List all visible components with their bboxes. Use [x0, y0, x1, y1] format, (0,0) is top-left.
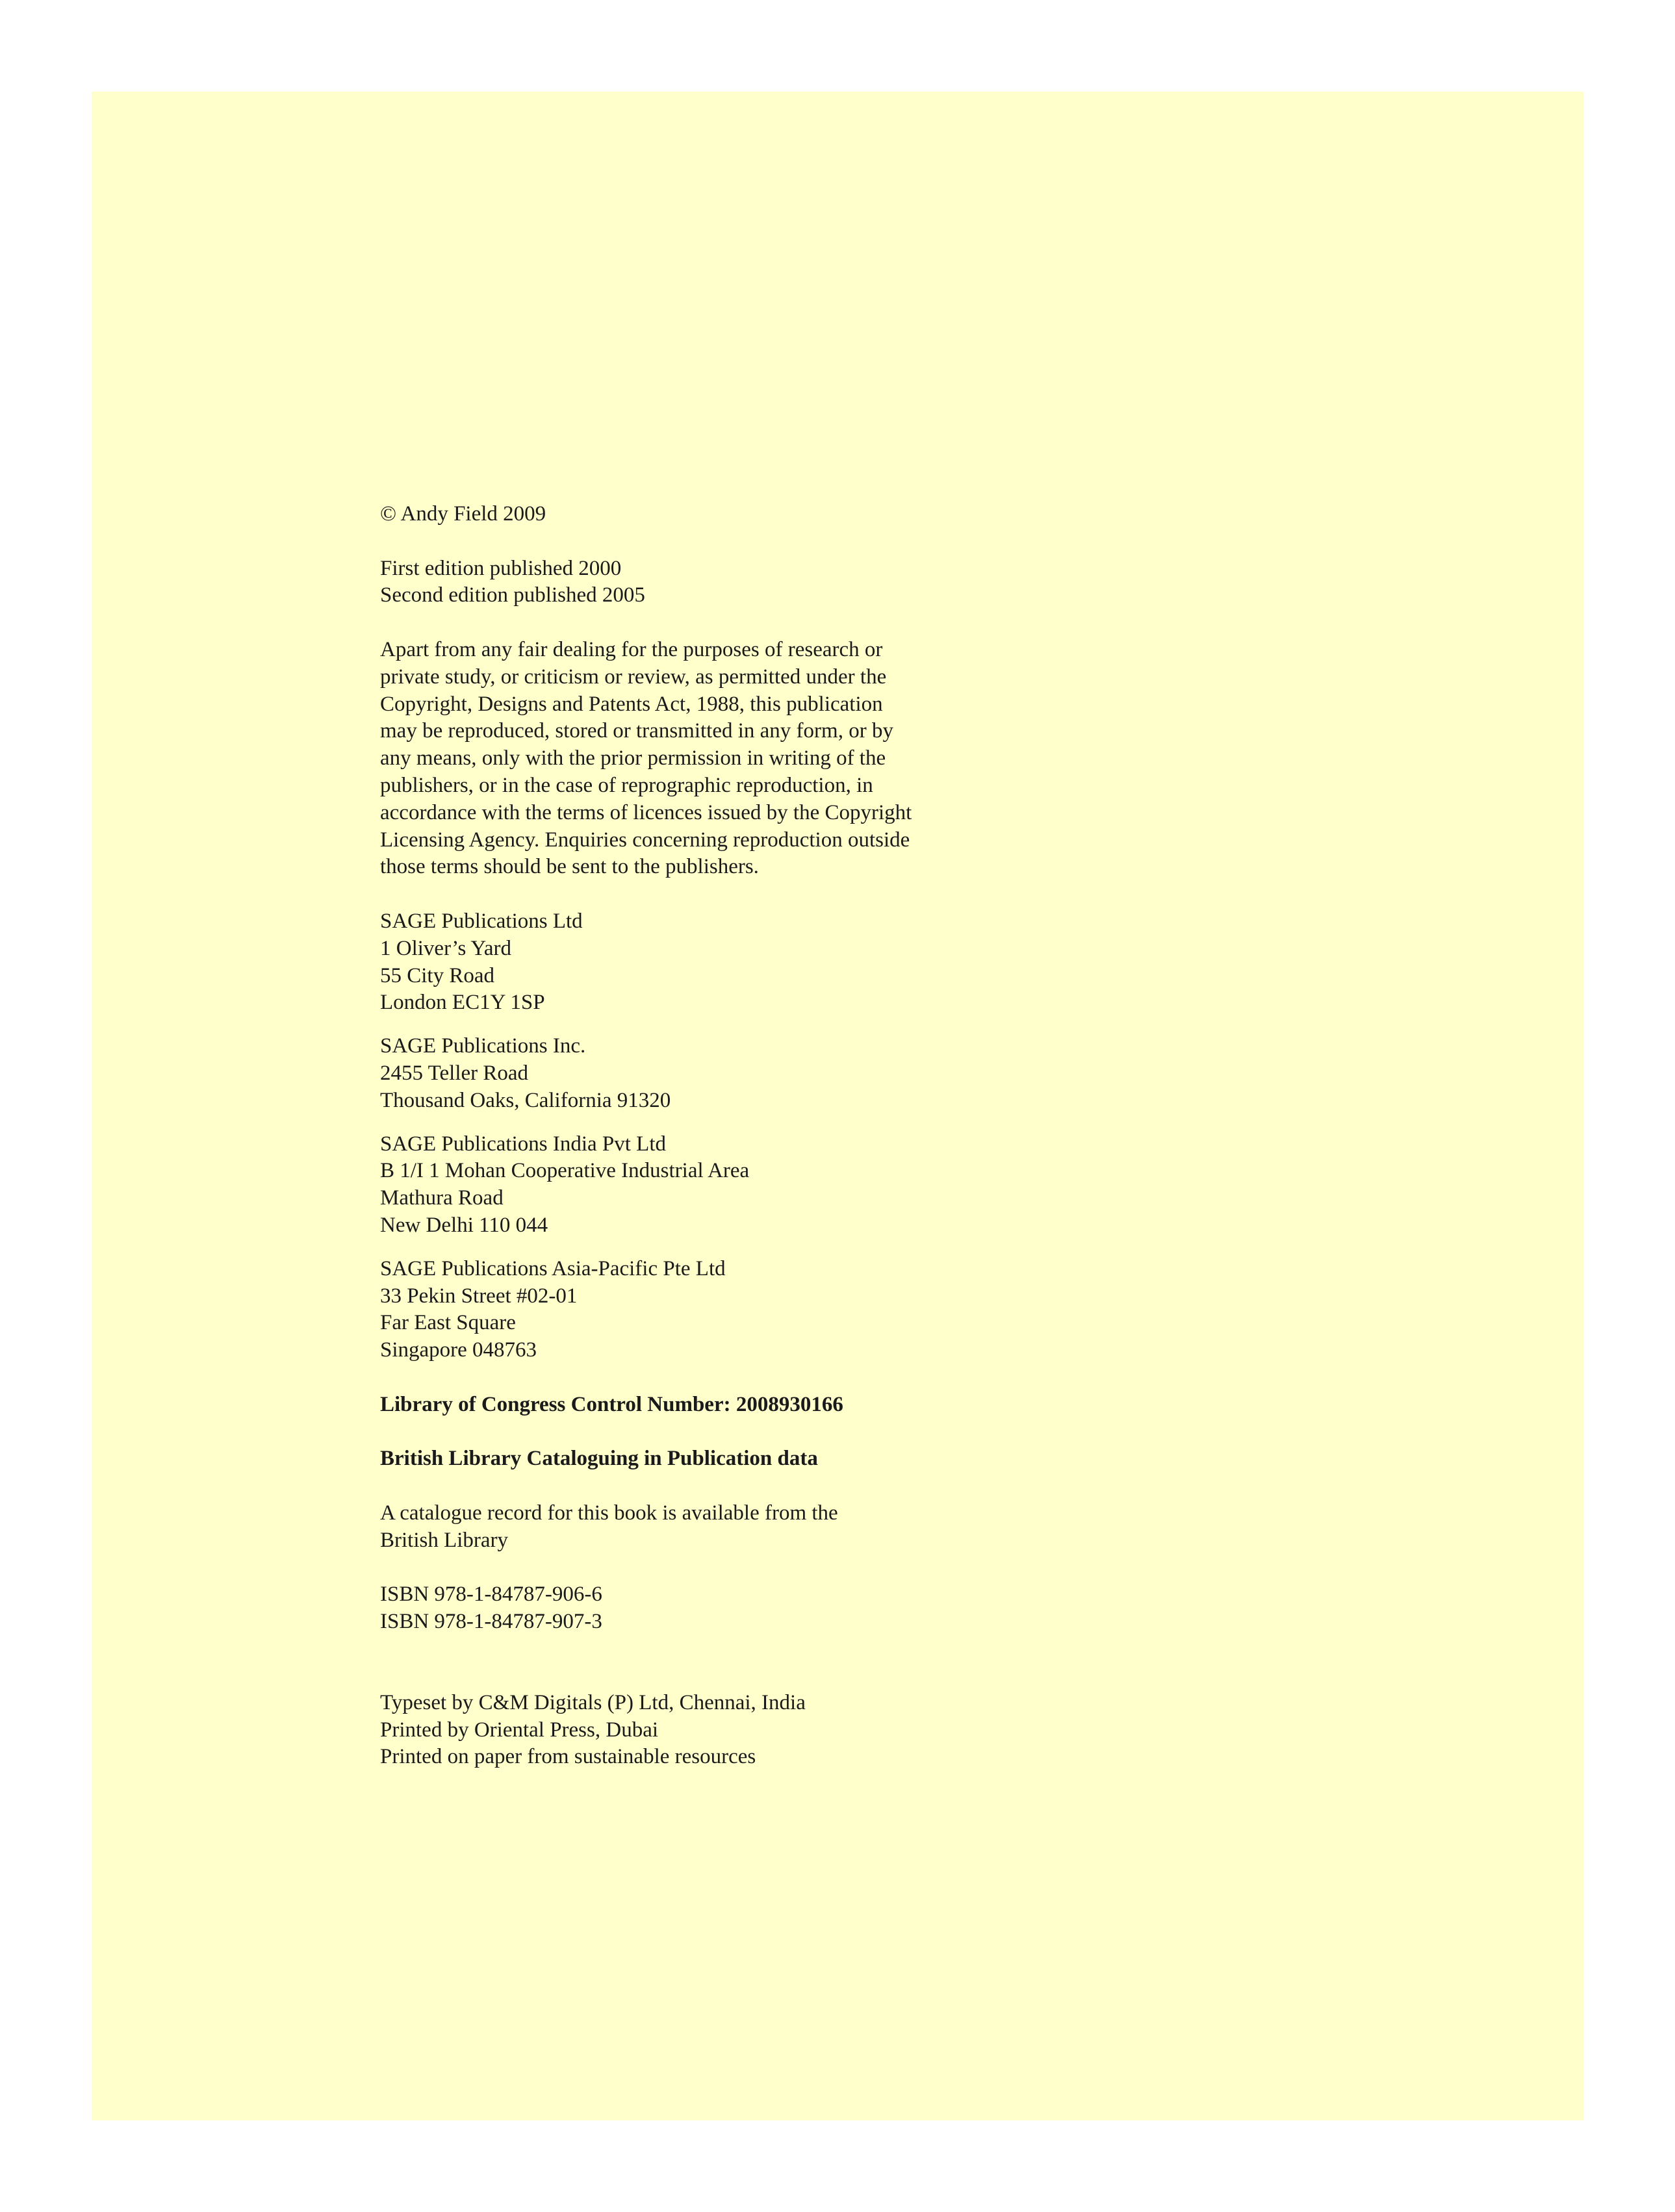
address-line: Thousand Oaks, California 91320 — [380, 1088, 671, 1112]
address-india — [380, 1131, 1160, 1239]
bl-block — [380, 1445, 1160, 1473]
rights-line: may be reproduced, stored or transmitted in any form, or by — [380, 719, 893, 743]
address-line: SAGE Publications India Pvt Ltd — [380, 1132, 666, 1156]
rights-line: those terms should be sent to the publishers. — [380, 855, 759, 879]
address-line: B 1/I 1 Mohan Cooperative Industrial Area — [380, 1159, 750, 1183]
rights-line: accordance with the terms of licences issued by the Copyright — [380, 800, 912, 824]
rights-line: Licensing Agency. Enquiries concerning reproduction outside — [380, 828, 910, 852]
address-line: Far East Square — [380, 1311, 516, 1335]
editions-block — [380, 555, 1160, 610]
address-us — [380, 1033, 1160, 1114]
address-line: London EC1Y 1SP — [380, 991, 545, 1015]
rights-line: Apart from any fair dealing for the purposes of research or — [380, 637, 883, 661]
catalogue-line: A catalogue record for this book is available from the — [380, 1501, 838, 1525]
catalogue-line: British Library — [380, 1528, 509, 1552]
production-block — [380, 1690, 1160, 1771]
loc-control-number: Library of Congress Control Number: 2008930166 — [380, 1392, 843, 1416]
rights-line: private study, or criticism or review, as permitted under the — [380, 665, 887, 689]
address-line: SAGE Publications Inc. — [380, 1034, 586, 1058]
isbn-line: ISBN 978-1-84787-907-3 — [380, 1610, 602, 1634]
loc-block — [380, 1392, 1160, 1419]
edition-line: Second edition published 2005 — [380, 583, 645, 607]
isbn-block — [380, 1581, 1160, 1636]
production-line: Typeset by C&M Digitals (P) Ltd, Chennai, India — [380, 1690, 806, 1714]
address-line: Singapore 048763 — [380, 1338, 537, 1362]
isbn-line: ISBN 978-1-84787-906-6 — [380, 1583, 602, 1607]
address-line: Mathura Road — [380, 1186, 504, 1210]
address-uk — [380, 908, 1160, 1017]
address-line: 1 Oliver’s Yard — [380, 936, 511, 960]
address-line: 55 City Road — [380, 963, 495, 987]
edition-line: First edition published 2000 — [380, 556, 622, 580]
address-line: SAGE Publications Asia-Pacific Pte Ltd — [380, 1256, 726, 1280]
address-line: New Delhi 110 044 — [380, 1213, 548, 1237]
production-line: Printed on paper from sustainable resources — [380, 1745, 756, 1769]
copyright-page-content — [380, 501, 1160, 1771]
copyright-line: © Andy Field 2009 — [380, 502, 546, 526]
address-singapore — [380, 1256, 1160, 1364]
address-line: 2455 Teller Road — [380, 1061, 529, 1085]
catalogue-record — [380, 1500, 1160, 1555]
rights-line: publishers, or in the case of reprographic reproduction, in — [380, 773, 873, 797]
address-line: 33 Pekin Street #02-01 — [380, 1284, 578, 1308]
rights-paragraph — [380, 637, 1160, 881]
rights-line: any means, only with the prior permission in writing of the — [380, 746, 886, 770]
rights-line: Copyright, Designs and Patents Act, 1988, this publication — [380, 692, 883, 716]
production-line: Printed by Oriental Press, Dubai — [380, 1718, 659, 1742]
bl-cataloguing-heading: British Library Cataloguing in Publication data — [380, 1447, 818, 1471]
address-line: SAGE Publications Ltd — [380, 909, 583, 933]
